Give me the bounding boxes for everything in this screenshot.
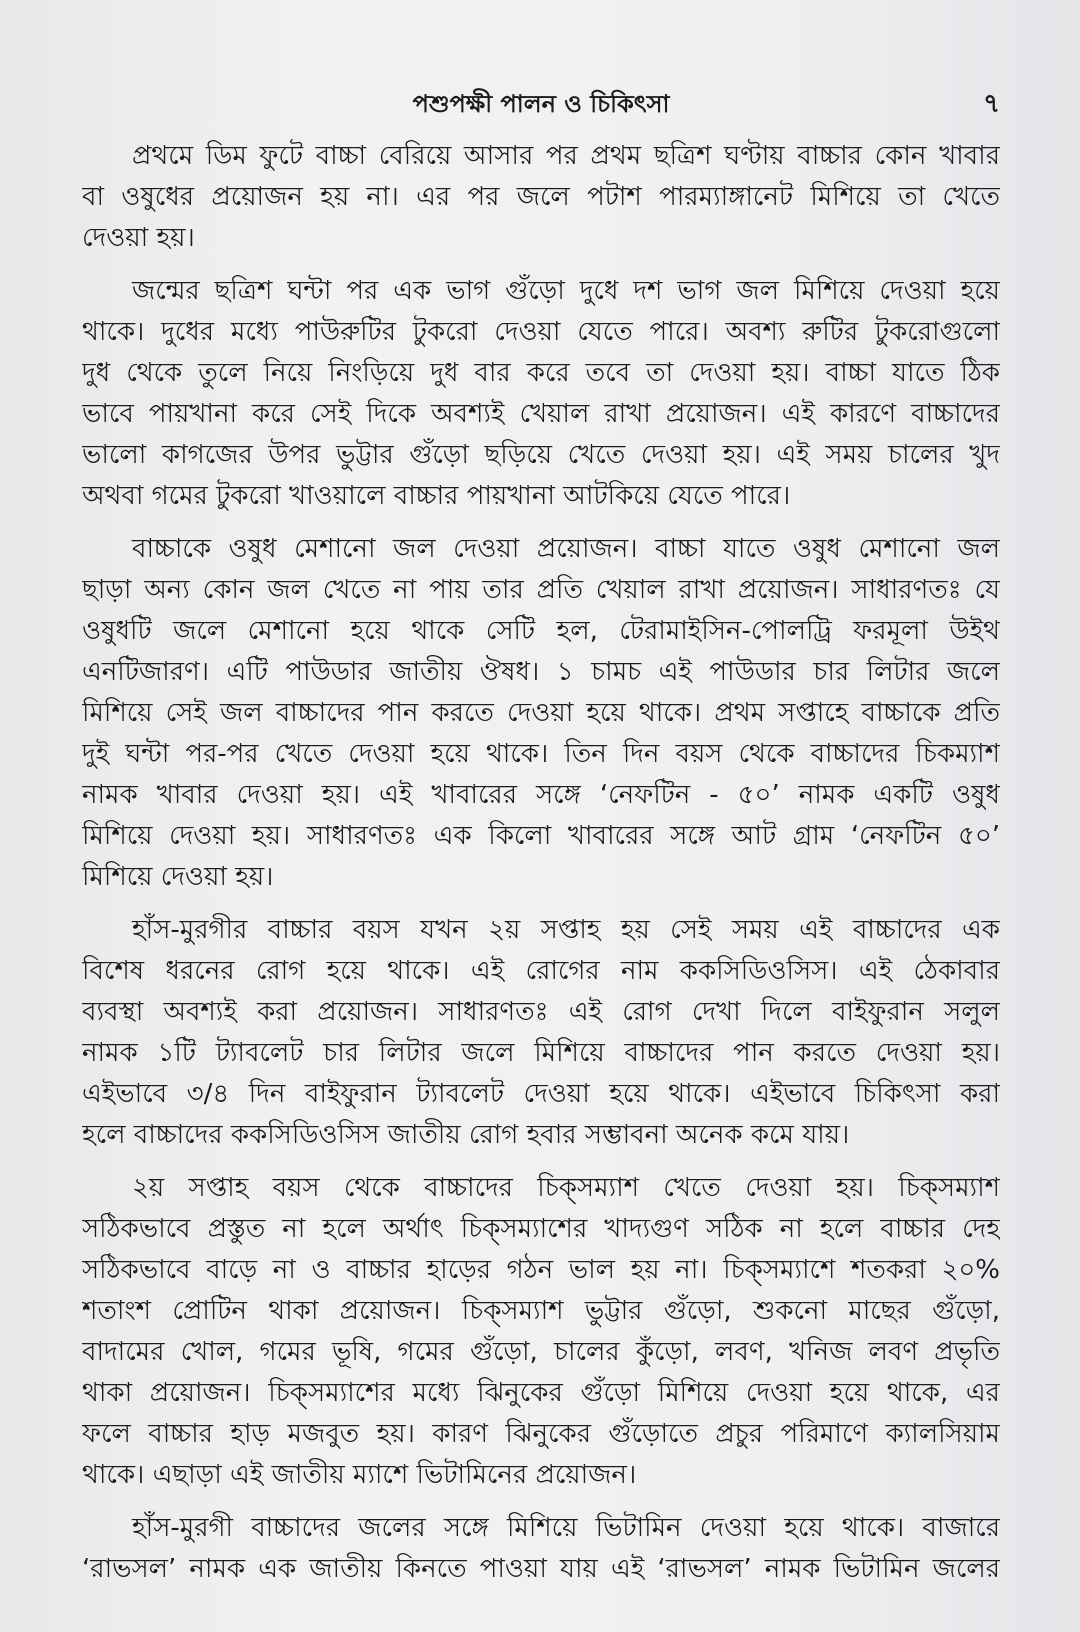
text-line: বিশেষ ধরনের রোগ হয়ে থাকে। এই রোগের নাম ককসিডিওসিস। এই ঠেকাবার: [82, 956, 1000, 986]
text-line: থাকে। এছাড়া এই জাতীয় ম্যাশে ভিটামিনের প্রয়োজন।: [82, 1460, 637, 1490]
text-line: ব্যবস্থা অবশ্যই করা প্রয়োজন। সাধারণতঃ এই রোগ দেখা দিলে বাইফুরান সলুল: [82, 997, 1000, 1027]
text-line: বাচ্চাকে ওষুধ মেশানো জল দেওয়া প্রয়োজন। বাচ্চা যাতে ওষুধ মেশানো জল: [132, 534, 1000, 564]
text-line: সঠিকভাবে বাড়ে না ও বাচ্চার হাড়ের গঠন ভাল হয় না। চিক্‌সম্যাশে শতকরা ২০%: [82, 1255, 1000, 1285]
page-header: [82, 84, 1000, 124]
text-line: জন্মের ছত্রিশ ঘন্টা পর এক ভাগ গুঁড়ো দুধে দশ ভাগ জল মিশিয়ে দেওয়া হয়ে: [132, 276, 1000, 306]
page-number: ৭: [983, 89, 1000, 119]
text-line: ভালো কাগজের উপর ভুট্টার গুঁড়ো ছড়িয়ে খেতে দেওয়া হয়। এই সময় চালের খুদ: [82, 440, 1000, 470]
text-line: বা ওষুধের প্রয়োজন হয় না। এর পর জলে পটাশ পারম্যাঙ্গানেট মিশিয়ে তা খেতে: [82, 182, 1000, 212]
paragraph: [82, 136, 1000, 259]
text-line: মিশিয়ে সেই জল বাচ্চাদের পান করতে দেওয়া হয়ে থাকে। প্রথম সপ্তাহে বাচ্চাকে প্রতি: [82, 698, 1000, 728]
text-line: মিশিয়ে দেওয়া হয়।: [82, 862, 274, 892]
text-line: দেওয়া হয়।: [82, 223, 195, 253]
text-line: ছাড়া অন্য কোন জল খেতে না পায় তার প্রতি খেয়াল রাখা প্রয়োজন। সাধারণতঃ যে: [82, 575, 1000, 605]
text-line: সঠিকভাবে প্রস্তুত না হলে অর্থাৎ চিক্‌সম্যাশের খাদ্যগুণ সঠিক না হলে বাচ্চার দেহ: [82, 1214, 1000, 1244]
text-line: ২য় সপ্তাহ বয়স থেকে বাচ্চাদের চিক্‌সম্যাশ খেতে দেওয়া হয়। চিক্‌সম্যাশ: [132, 1173, 1000, 1203]
text-line: এইভাবে ৩/৪ দিন বাইফুরান ট্যাবলেট দেওয়া হয়ে থাকে। এইভাবে চিকিৎসা করা: [82, 1079, 1000, 1109]
paragraph: [82, 910, 1000, 1156]
text-line: থাকে। দুধের মধ্যে পাউরুটির টুকরো দেওয়া যেতে পারে। অবশ্য রুটির টুকরোগুলো: [82, 317, 1000, 347]
text-line: হাঁস-মুরগী বাচ্চাদের জলের সঙ্গে মিশিয়ে ভিটামিন দেওয়া হয়ে থাকে। বাজারে: [132, 1513, 1000, 1543]
text-line: থাকা প্রয়োজন। চিক্‌সম্যাশের মধ্যে ঝিনুকের গুঁড়ো মিশিয়ে দেওয়া হয়ে থাকে, এর: [82, 1378, 1000, 1408]
paragraph: [82, 529, 1000, 898]
text-line: ‘রাভসল’ নামক এক জাতীয় কিনতে পাওয়া যায় এই ‘রাভসল’ নামক ভিটামিন জলের: [82, 1554, 1000, 1584]
text-line: হাঁস-মুরগীর বাচ্চার বয়স যখন ২য় সপ্তাহ হয় সেই সময় এই বাচ্চাদের এক: [132, 915, 1000, 945]
text-line: ভাবে পায়খানা করে সেই দিকে অবশ্যই খেয়াল রাখা প্রয়োজন। এই কারণে বাচ্চাদের: [82, 399, 1000, 429]
text-line: মিশিয়ে দেওয়া হয়। সাধারণতঃ এক কিলো খাবারের সঙ্গে আট গ্রাম ‘নেফটিন ৫০’: [82, 821, 1000, 851]
text-line: নামক খাবার দেওয়া হয়। এই খাবারের সঙ্গে ‘নেফটিন - ৫০’ নামক একটি ওষুধ: [82, 780, 1000, 810]
paragraph: [82, 271, 1000, 517]
text-line: প্রথমে ডিম ফুটে বাচ্চা বেরিয়ে আসার পর প্রথম ছত্রিশ ঘণ্টায় বাচ্চার কোন খাবার: [132, 141, 1000, 171]
text-line: বাদামের খোল, গমের ভূষি, গমের গুঁড়ো, চালের কুঁড়ো, লবণ, খনিজ লবণ প্রভৃতি: [82, 1337, 1000, 1367]
paragraph: [82, 1508, 1000, 1590]
text-line: অথবা গমের টুকরো খাওয়ালে বাচ্চার পায়খানা আটকিয়ে যেতে পারে।: [82, 481, 791, 511]
text-line: হলে বাচ্চাদের ককসিডিওসিস জাতীয় রোগ হবার সম্ভাবনা অনেক কমে যায়।: [82, 1120, 850, 1150]
text-line: দুধ থেকে তুলে নিয়ে নিংড়িয়ে দুধ বার করে তবে তা দেওয়া হয়। বাচ্চা যাতে ঠিক: [82, 358, 1000, 388]
text-line: দুই ঘন্টা পর-পর খেতে দেওয়া হয়ে থাকে। তিন দিন বয়স থেকে বাচ্চাদের চিকম্যাশ: [82, 739, 1000, 769]
body-text: [82, 136, 1000, 1602]
paragraph: [82, 1168, 1000, 1496]
text-line: শতাংশ প্রোটিন থাকা প্রয়োজন। চিক্‌সম্যাশ ভুট্টার গুঁড়ো, শুকনো মাছের গুঁড়ো,: [82, 1296, 1000, 1326]
text-line: ফলে বাচ্চার হাড় মজবুত হয়। কারণ ঝিনুকের গুঁড়োতে প্রচুর পরিমাণে ক্যালসিয়াম: [82, 1419, 1000, 1449]
text-line: ওষুধটি জলে মেশানো হয়ে থাকে সেটি হল, টেরামাইসিন-পোলট্রি ফরমূলা উইথ: [82, 616, 1000, 646]
text-line: নামক ১টি ট্যাবলেট চার লিটার জলে মিশিয়ে বাচ্চাদের পান করতে দেওয়া হয়।: [82, 1038, 1000, 1068]
text-line: এনটিজারণ। এটি পাউডার জাতীয় ঔষধ। ১ চামচ এই পাউডার চার লিটার জলে: [82, 657, 1000, 687]
running-title: পশুপক্ষী পালন ও চিকিৎসা: [412, 90, 670, 118]
